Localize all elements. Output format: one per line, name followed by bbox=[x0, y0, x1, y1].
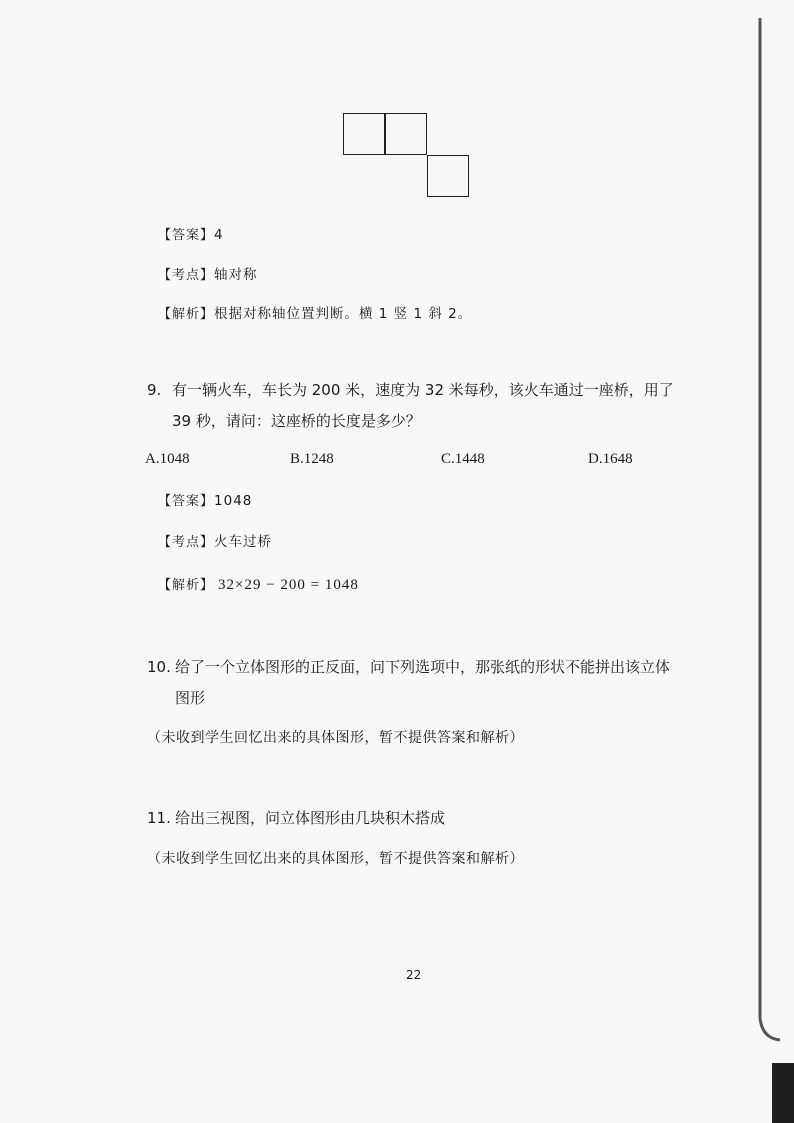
option-a: A.1048 bbox=[145, 451, 190, 467]
q11-number: 11. bbox=[147, 809, 171, 827]
q11-note: （未收到学生回忆出来的具体图形，暂不提供答案和解析） bbox=[147, 851, 524, 867]
answer-value: 1048 bbox=[214, 493, 253, 509]
point-value: 轴对称 bbox=[214, 267, 258, 283]
option-d: D.1648 bbox=[588, 451, 633, 467]
answer-label: 【答案】 bbox=[158, 494, 215, 509]
point-label: 【考点】 bbox=[158, 535, 215, 550]
option-c: C.1448 bbox=[441, 451, 485, 467]
answer-label: 【答案】 bbox=[158, 228, 215, 243]
analysis-label: 【解析】 bbox=[158, 307, 215, 322]
q11-line1: 给出三视图，问立体图形由几块积木搭成 bbox=[175, 809, 446, 827]
square-1 bbox=[343, 113, 385, 155]
analysis-label: 【解析】 bbox=[158, 578, 215, 593]
square-2 bbox=[385, 113, 427, 155]
point-label: 【考点】 bbox=[158, 268, 215, 283]
square-3 bbox=[427, 155, 469, 197]
q9-line1: 有一辆火车，车长为 200 米，速度为 32 米每秒，该火车通过一座桥，用了 bbox=[172, 381, 674, 399]
q10-number: 10. bbox=[147, 658, 171, 676]
q9-line2: 39 秒，请问：这座桥的长度是多少？ bbox=[172, 412, 421, 430]
option-b: B.1248 bbox=[290, 451, 334, 467]
q10-line2: 图形 bbox=[175, 689, 206, 707]
q10-line1: 给了一个立体图形的正反面，问下列选项中，那张纸的形状不能拼出该立体 bbox=[175, 658, 671, 676]
analysis-formula: 32×29 − 200 = 1048 bbox=[218, 577, 359, 593]
q8-analysis bbox=[158, 302, 472, 322]
q8-point bbox=[158, 263, 258, 283]
page-number: 22 bbox=[406, 968, 422, 982]
answer-value: 4 bbox=[214, 227, 224, 243]
q8-answer bbox=[158, 224, 224, 243]
analysis-value: 根据对称轴位置判断。横 1 竖 1 斜 2。 bbox=[214, 306, 473, 322]
q9-analysis bbox=[158, 574, 359, 594]
q9-number: 9. bbox=[147, 381, 162, 399]
scan-edge-shadow bbox=[750, 18, 794, 1123]
point-value: 火车过桥 bbox=[214, 534, 273, 550]
q10-note: （未收到学生回忆出来的具体图形，暂不提供答案和解析） bbox=[147, 730, 524, 746]
q9-point bbox=[158, 530, 272, 550]
q9-answer bbox=[158, 490, 252, 509]
